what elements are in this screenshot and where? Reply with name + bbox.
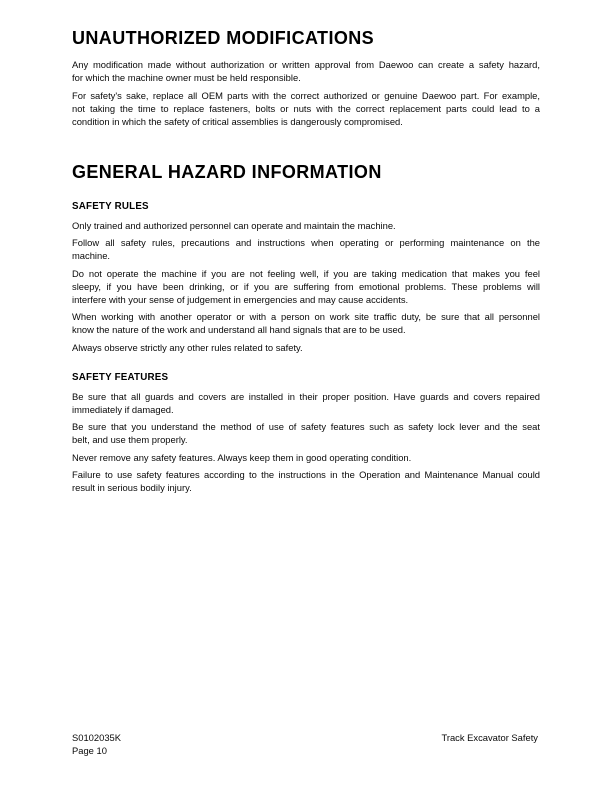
section-heading-general-hazard-information: GENERAL HAZARD INFORMATION xyxy=(72,162,382,183)
paragraph xyxy=(72,341,540,354)
paragraph-line: result in serious bodily injury. xyxy=(72,482,192,494)
paragraph xyxy=(72,451,540,464)
paragraph-line: immediately if damaged. xyxy=(72,403,174,415)
paragraph-line: Failure to use safety features according to the instructions in the Operation and Maintenance Manual could xyxy=(72,469,540,481)
paragraph-line: Do not operate the machine if you are not feeling well, if you are taking medication that makes you feel xyxy=(72,267,540,279)
paragraph-line: not taking the time to replace fasteners, bolts or nuts with the correct replacement parts could lead to a xyxy=(72,102,540,114)
paragraph-line: machine. xyxy=(72,250,111,262)
paragraph-line: know the nature of the work and understand all hand signals that are to be used. xyxy=(72,324,406,336)
paragraph-line: Always observe strictly any other rules related to safety. xyxy=(72,341,303,353)
paragraph-line: When working with another operator or with a person on work site traffic duty, be sure that all personnel xyxy=(72,311,540,323)
paragraph-line: Be sure that you understand the method of use of safety features such as safety lock lever and the seat xyxy=(72,421,540,433)
footer-section-title: Track Excavator Safety xyxy=(441,732,538,744)
paragraph-line: condition in which the safety of critical assemblies is dangerously compromised. xyxy=(72,115,403,127)
paragraph xyxy=(72,390,540,416)
page-body xyxy=(72,0,540,499)
paragraph xyxy=(72,89,540,128)
paragraph-line: Only trained and authorized personnel can operate and maintain the machine. xyxy=(72,219,396,231)
page-number: Page 10 xyxy=(72,744,107,756)
paragraph xyxy=(72,219,540,232)
paragraph-line: interfere with your sense of judgement in emergencies and may cause accidents. xyxy=(72,293,409,305)
paragraph-line: sleepy, if you have been drinking, or if you are suffering from emotional problems. These problems will xyxy=(72,280,540,292)
sub-heading-safety-rules: SAFETY RULES xyxy=(72,201,149,213)
paragraph-line: Be sure that all guards and covers are installed in their proper position. Have guards and covers repaired xyxy=(72,390,540,402)
paragraph xyxy=(72,267,540,306)
paragraph xyxy=(72,420,540,446)
paragraph-line: Never remove any safety features. Always keep them in good operating condition. xyxy=(72,451,412,463)
paragraph-line: Follow all safety rules, precautions and instructions when operating or performing maintenance on the xyxy=(72,237,540,249)
paragraph xyxy=(72,310,540,336)
document-number: S0102035K xyxy=(72,732,122,744)
paragraph xyxy=(72,468,540,494)
paragraph xyxy=(72,236,540,262)
paragraph-line: For safety's sake, replace all OEM parts with the correct authorized or genuine Daewoo part. For example, xyxy=(72,89,540,101)
paragraph xyxy=(72,58,540,84)
section-heading-unauthorized-modifications: UNAUTHORIZED MODIFICATIONS xyxy=(72,27,375,48)
paragraph-line: belt, and use them properly. xyxy=(72,434,188,446)
paragraph-line: for which the machine owner must be held responsible. xyxy=(72,72,301,84)
page-footer-left xyxy=(72,732,121,757)
sub-heading-safety-features: SAFETY FEATURES xyxy=(72,372,169,384)
paragraph-line: Any modification made without authorization or written approval from Daewoo can create a safety hazard, xyxy=(72,59,540,71)
